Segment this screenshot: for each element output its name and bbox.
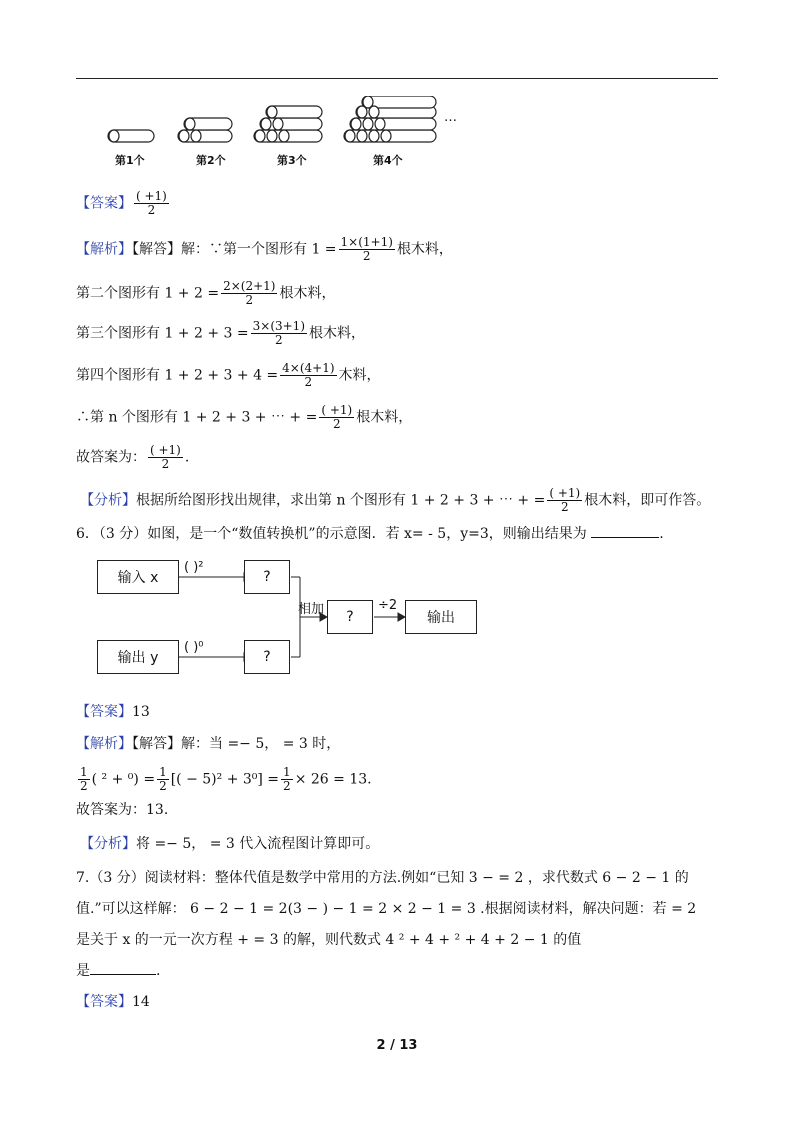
q6-conclusion: 故答案为：13. xyxy=(76,802,169,818)
q5-solve-line4: 第四个图形有 1 + 2 + 3 + 4 = $\frac{4\times(4+1)}{2}$ 木料， xyxy=(76,361,381,389)
q6-solve-line2: $\frac{1}{2}$ ( ² + ⁰) = $\frac{1}{2}$ [( − 5)² + 3⁰] = $\frac{1}{2}$ × 26 = 13. xyxy=(80,765,372,793)
q5-solve-line3: 第三个图形有 1 + 2 + 3 = $\frac{3\times(3+1)}{2}$ 根木料， xyxy=(76,319,366,347)
q6-stem: 6．（3 分）如图，是一个“数值转换机”的示意图．若 x= - 5，y=3，则输出结果为 . xyxy=(76,523,664,544)
q7-line1: 7.（3 分）阅读材料：整体代值是数学中常用的方法.例如“已知 3 − = 2 ，求代数式 6 − 2 − 1 的 xyxy=(76,870,689,886)
flow-input-x-box: 输入 x xyxy=(97,560,179,594)
q6-answer-blank xyxy=(591,523,659,538)
figure-caption-2: 第2个 xyxy=(196,154,226,167)
q5-solve-line5: ∴第 n 个图形有 1 + 2 + 3 + ⋯ + = $\frac{( +1)}{2}$ 根木料， xyxy=(76,403,413,431)
q5-solve-line2: 第二个图形有 1 + 2 = $\frac{2\times(2+1)}{2}$ 根木料， xyxy=(76,279,336,307)
flow-output-box: 输出 xyxy=(405,600,477,634)
q7-line2: 值.”可以这样解： 6 − 2 − 1 = 2(3 − ) − 1 = 2 × 2 − 1 = 3 .根据阅读材料，解决问题：若 = 2 xyxy=(76,901,697,917)
figure-caption-1: 第1个 xyxy=(115,154,145,167)
figure-caption-3: 第3个 xyxy=(277,154,307,167)
flow-result-x-box: ? xyxy=(244,560,290,594)
flow-input-y-box: 输出 y xyxy=(97,640,179,674)
q6-solve-line1: 【解析】【解答】解：当 =− 5， = 3 时， xyxy=(76,736,341,752)
flow-divide-label: ÷2 xyxy=(378,598,398,613)
q7-line4: 是 . xyxy=(76,960,160,981)
flow-add-label: 相加 xyxy=(298,602,325,617)
q7-answer-blank xyxy=(90,960,156,975)
q6-answer: 【答案】13 xyxy=(76,704,150,720)
flow-result-y-box: ? xyxy=(244,640,290,674)
q5-answer: 【答案】 $\frac{( +1)}{2}$ xyxy=(76,189,167,217)
figure-caption-4: 第4个 xyxy=(373,154,403,167)
flow-sum-box: ? xyxy=(327,600,373,634)
q5-fenxi: 【分析】根据所给图形找出规律，求出第 n 个图形有 1 + 2 + 3 + ⋯ + = $\frac{( +1)}{2}$ 根木料，即可作答。 xyxy=(80,486,711,514)
q5-solve-line1: 【解析】【解答】解：∵第一个图形有 1 = $\frac{1\times(1+1)}{2}$ 根木料， xyxy=(76,235,453,263)
header-rule xyxy=(76,78,718,79)
q7-line3: 是关于 x 的一元一次方程 + = 3 的解，则代数式 4 ² + 4 + ² + 4 + 2 − 1 的值 xyxy=(76,932,582,948)
flow-op-zero-power: ( )⁰ xyxy=(184,640,204,655)
figure-ellipsis: … xyxy=(444,110,457,125)
page-number: 2 / 13 xyxy=(376,1038,418,1053)
flow-op-square: ( )² xyxy=(184,560,204,575)
stacked-logs-figure xyxy=(100,96,460,148)
q7-answer: 【答案】14 xyxy=(76,994,150,1010)
q5-conclusion: 故答案为： $\frac{( +1)}{2}$ . xyxy=(76,443,190,471)
q6-fenxi: 【分析】将 =− 5， = 3 代入流程图计算即可。 xyxy=(80,836,380,852)
